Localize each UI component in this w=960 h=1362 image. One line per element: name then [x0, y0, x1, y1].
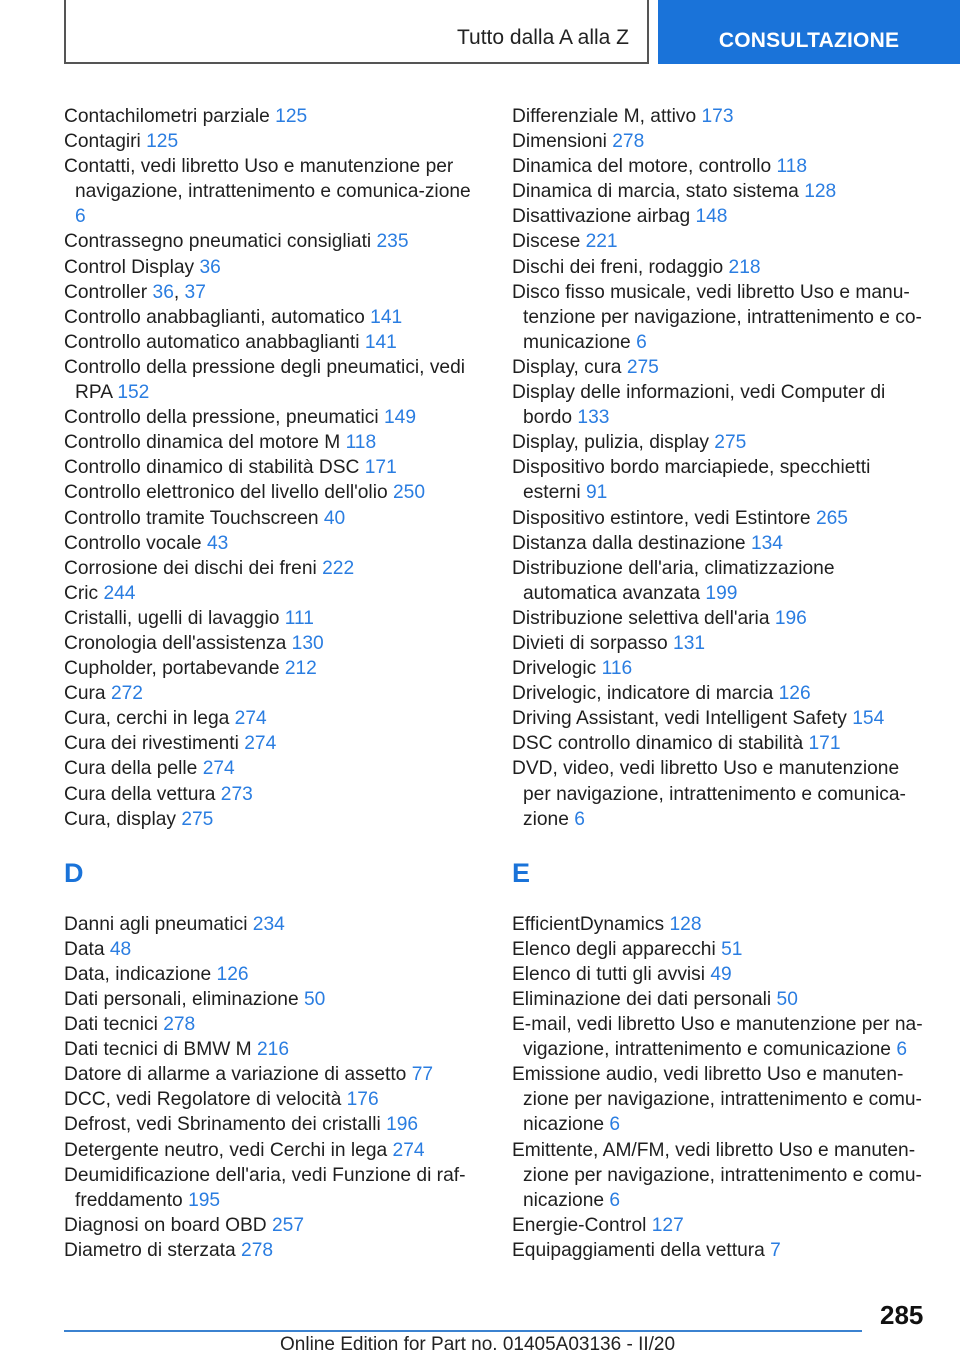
- page-link[interactable]: 77: [411, 1064, 434, 1086]
- index-term: Contatti, vedi libretto Uso e manutenzione per navigazione, intrattenimento e comunica-zione: [64, 156, 471, 203]
- page-link[interactable]: 6: [636, 331, 647, 353]
- index-entry: [64, 756, 484, 781]
- page-link[interactable]: 50: [776, 989, 798, 1010]
- page-link[interactable]: 6: [609, 1114, 621, 1136]
- index-term: Disco fisso musicale, vedi libretto Uso e manu-tenzione per navigazione, intrattenimento e co-municazione: [512, 281, 922, 353]
- index-term: Contagiri: [64, 131, 141, 153]
- index-entry: [64, 355, 484, 405]
- page-link[interactable]: 235: [376, 231, 409, 253]
- footer-divider: [64, 1330, 862, 1332]
- page-link[interactable]: 257: [272, 1214, 305, 1236]
- index-entry: [64, 631, 484, 656]
- index-term: Distribuzione selettiva dell'aria: [512, 607, 770, 629]
- index-term: Contachilometri parziale: [64, 106, 270, 127]
- page-link[interactable]: 196: [386, 1114, 419, 1136]
- index-term: Controllo della pressione, pneumatici: [64, 407, 379, 429]
- index-entry: [512, 962, 932, 987]
- index-entry: [64, 506, 484, 531]
- page-link[interactable]: 111: [284, 607, 314, 629]
- index-entry: [512, 706, 932, 731]
- index-term: Controllo automatico anabbaglianti: [64, 331, 360, 353]
- page-link[interactable]: 141: [370, 306, 403, 328]
- index-entry: [512, 656, 932, 681]
- index-term: Cura della pelle: [64, 758, 198, 780]
- index-entry: [512, 506, 932, 531]
- index-term: Controllo elettronico del livello dell'olio: [64, 482, 388, 504]
- page-link[interactable]: 51: [721, 938, 743, 960]
- page-link[interactable]: 195: [188, 1189, 221, 1211]
- page-link[interactable]: 272: [110, 683, 143, 705]
- section-title: Tutto dalla A alla Z: [457, 26, 629, 49]
- index-term: Cronologia dell'assistenza: [64, 632, 287, 654]
- index-term: Controller: [64, 281, 148, 303]
- index-term: Data: [64, 938, 105, 960]
- index-term: Distribuzione dell'aria, climatizzazione automatica avanzata: [512, 557, 835, 604]
- index-entry: [64, 104, 484, 129]
- page-link[interactable]: 176: [346, 1089, 379, 1111]
- page-link[interactable]: 125: [275, 106, 308, 127]
- index-term: Dati personali, eliminazione: [64, 989, 299, 1010]
- index-term: Defrost, vedi Sbrinamento dei cristalli: [64, 1114, 381, 1136]
- page-link[interactable]: 199: [705, 582, 738, 604]
- index-entry: [512, 129, 932, 154]
- page-link[interactable]: 118: [776, 156, 808, 178]
- index-entry: [64, 154, 484, 229]
- page-link[interactable]: 275: [181, 808, 214, 830]
- page-link[interactable]: 149: [383, 407, 416, 429]
- page-link[interactable]: 273: [220, 783, 253, 805]
- index-entry: [512, 255, 932, 280]
- index-entry: [64, 430, 484, 455]
- index-term: Data, indicazione: [64, 963, 212, 985]
- page-link[interactable]: 234: [252, 913, 285, 935]
- page-link[interactable]: 216: [256, 1039, 289, 1061]
- page-link[interactable]: 278: [241, 1239, 274, 1261]
- page-link[interactable]: 43: [206, 532, 229, 554]
- index-entry: [512, 1062, 932, 1137]
- index-entry: [64, 1138, 484, 1163]
- index-entry: [64, 1112, 484, 1137]
- index-term: Cura della vettura: [64, 783, 216, 805]
- page-link[interactable]: 218: [728, 256, 761, 278]
- page-link[interactable]: 278: [163, 1014, 196, 1036]
- page-link[interactable]: 244: [103, 582, 136, 604]
- index-term: Cura: [64, 683, 106, 705]
- index-letter-heading: E: [512, 857, 531, 888]
- index-entry: [512, 104, 932, 129]
- index-entry: [64, 581, 484, 606]
- index-entry: [512, 631, 932, 656]
- page-link[interactable]: 148: [695, 206, 728, 228]
- index-entry: [64, 129, 484, 154]
- index-term: Dischi dei freni, rodaggio: [512, 256, 724, 278]
- page-link[interactable]: 91: [585, 482, 608, 504]
- index-term: Corrosione dei dischi dei freni: [64, 557, 317, 579]
- index-entry: [512, 1238, 932, 1263]
- index-entry: [64, 1238, 484, 1263]
- index-term: Cupholder, portabevande: [64, 658, 280, 680]
- index-term: Controllo della pressione degli pneumatici, vedi RPA: [64, 356, 466, 404]
- index-term: Controllo tramite Touchscreen: [64, 507, 319, 529]
- index-entry: [64, 455, 484, 480]
- index-term: Display, cura: [512, 356, 622, 378]
- index-entry: [512, 380, 932, 430]
- page-link[interactable]: 274: [244, 733, 277, 755]
- page-link[interactable]: 6: [75, 206, 86, 228]
- index-term: Elenco degli apparecchi: [512, 938, 716, 960]
- index-term: Dinamica di marcia, stato sistema: [512, 181, 799, 203]
- index-entry: [64, 962, 484, 987]
- index-entry: Controller 36, 37: [64, 281, 206, 303]
- index-entry: [64, 1213, 484, 1238]
- index-entry: [64, 987, 484, 1012]
- index-entry: [512, 937, 932, 962]
- page-link[interactable]: 173: [701, 106, 734, 127]
- tab-consultazione[interactable]: CONSULTAZIONE: [658, 0, 960, 64]
- index-entry: [64, 1037, 484, 1062]
- index-entry: [512, 154, 932, 179]
- index-entry: [64, 706, 484, 731]
- page-link[interactable]: 274: [202, 758, 235, 780]
- page-link[interactable]: 36: [152, 281, 174, 303]
- index-term: Dati tecnici: [64, 1014, 158, 1036]
- page-link[interactable]: 265: [815, 507, 848, 529]
- index-term: Discese: [512, 231, 581, 253]
- index-entry: [512, 1213, 932, 1238]
- index-entry: [512, 606, 932, 631]
- index-entry: [64, 330, 484, 355]
- index-entry: [512, 430, 932, 455]
- page-link[interactable]: 118: [345, 432, 377, 454]
- index-term: Diametro di sterzata: [64, 1239, 236, 1261]
- index-term: EfficientDynamics: [512, 913, 665, 935]
- index-entry: [512, 556, 932, 606]
- index-term: Eliminazione dei dati personali: [512, 989, 772, 1010]
- index-entry: [64, 480, 484, 505]
- index-entry: [64, 255, 484, 280]
- page-link[interactable]: 222: [322, 557, 355, 579]
- index-term: Display, pulizia, display: [512, 432, 709, 454]
- page-link[interactable]: 133: [577, 407, 610, 429]
- page-link[interactable]: 36: [199, 256, 221, 278]
- index-term: Drivelogic: [512, 658, 597, 680]
- index-entry: [64, 731, 484, 756]
- index-entry: [512, 1138, 932, 1213]
- index-entry: [512, 280, 932, 355]
- index-term: Controllo dinamica del motore M: [64, 432, 341, 454]
- page-link[interactable]: 250: [392, 482, 425, 504]
- index-entry: [512, 355, 932, 380]
- index-entry: [64, 807, 484, 832]
- page-link[interactable]: 141: [364, 331, 397, 353]
- index-column-right: [512, 104, 932, 1263]
- index-term: Dispositivo bordo marciapiede, specchietti esterni: [512, 457, 871, 504]
- page-link[interactable]: 116: [601, 658, 633, 680]
- index-entry: [512, 179, 932, 204]
- index-entry: [64, 229, 484, 254]
- page-link[interactable]: 154: [852, 708, 885, 730]
- page-link[interactable]: 37: [184, 281, 206, 303]
- page-link[interactable]: 278: [612, 131, 645, 153]
- index-term: Emittente, AM/FM, vedi libretto Uso e manuten-zione per navigazione, intrattenimento e comu-nicazione: [512, 1139, 922, 1211]
- index-term: Divieti di sorpasso: [512, 632, 668, 654]
- page-link[interactable]: 7: [770, 1239, 781, 1261]
- index-term: Cric: [64, 582, 99, 604]
- page-link[interactable]: 126: [216, 963, 249, 985]
- index-term: Controllo vocale: [64, 532, 202, 554]
- index-entry: [64, 681, 484, 706]
- page-link[interactable]: 130: [291, 632, 324, 654]
- index-term: Control Display: [64, 256, 195, 278]
- index-entry: [64, 937, 484, 962]
- page-link[interactable]: 274: [234, 708, 267, 730]
- index-entry: [64, 1012, 484, 1037]
- index-term: Differenziale M, attivo: [512, 106, 697, 127]
- index-term: Cristalli, ugelli di lavaggio: [64, 607, 280, 629]
- page-link[interactable]: 128: [669, 913, 702, 935]
- page-link[interactable]: 152: [117, 382, 150, 404]
- index-entry: [64, 405, 484, 430]
- index-entry: [64, 1163, 484, 1213]
- page-link[interactable]: 6: [574, 808, 585, 830]
- index-term: E-mail, vedi libretto Uso e manutenzione per na-vigazione, intrattenimento e comunicazione: [512, 1014, 923, 1061]
- index-term: Equipaggiamenti della vettura: [512, 1239, 765, 1261]
- page-link[interactable]: 40: [323, 507, 346, 529]
- page-link[interactable]: 128: [804, 181, 837, 203]
- index-letter-heading: D: [64, 857, 84, 888]
- page-link[interactable]: 6: [896, 1039, 907, 1061]
- page-link[interactable]: 131: [673, 632, 706, 654]
- index-entry: [512, 987, 932, 1012]
- page-link[interactable]: 48: [109, 938, 132, 960]
- page-link[interactable]: 196: [774, 607, 807, 629]
- index-term: DSC controllo dinamico di stabilità: [512, 733, 804, 755]
- page-link[interactable]: 274: [392, 1139, 425, 1161]
- index-term: Deumidificazione dell'aria, vedi Funzione di raf-freddamento: [64, 1164, 466, 1211]
- page-link[interactable]: 171: [364, 457, 397, 479]
- index-entry: [64, 912, 484, 937]
- page-link[interactable]: 125: [146, 131, 179, 153]
- index-term: Datore di allarme a variazione di assetto: [64, 1064, 407, 1086]
- page-link[interactable]: 49: [710, 963, 732, 985]
- index-entry: [512, 204, 932, 229]
- index-term: Contrassegno pneumatici consigliati: [64, 231, 372, 253]
- index-entry: [64, 531, 484, 556]
- index-term: Danni agli pneumatici: [64, 913, 248, 935]
- index-term: DCC, vedi Regolatore di velocità: [64, 1089, 342, 1111]
- header-section-box: [64, 0, 649, 64]
- index-entry: [512, 731, 932, 756]
- index-term: Disattivazione airbag: [512, 206, 691, 228]
- index-entry: [512, 455, 932, 505]
- index-term: Elenco di tutti gli avvisi: [512, 963, 706, 985]
- index-term: Emissione audio, vedi libretto Uso e manuten-zione per navigazione, intrattenimento e comu-nicazione: [512, 1064, 922, 1136]
- index-term: Controllo dinamico di stabilità DSC: [64, 457, 360, 479]
- index-entry: [64, 305, 484, 330]
- page-link[interactable]: 275: [714, 432, 747, 454]
- index-term: Display delle informazioni, vedi Computer di bordo: [512, 382, 886, 429]
- footer-edition-text: Online Edition for Part no. 01405A03136 - II/20: [280, 1334, 676, 1355]
- index-term: Distanza dalla destinazione: [512, 532, 746, 554]
- index-term: Cura, display: [64, 808, 176, 830]
- page-link[interactable]: 171: [808, 733, 841, 755]
- page-link[interactable]: 127: [651, 1214, 684, 1236]
- page-number: 285: [880, 1300, 924, 1330]
- index-term: Cura, cerchi in lega: [64, 708, 230, 730]
- page-link[interactable]: 212: [284, 658, 317, 680]
- index-entry: [64, 606, 484, 631]
- page-link[interactable]: 221: [585, 231, 618, 253]
- index-term: Detergente neutro, vedi Cerchi in lega: [64, 1139, 388, 1161]
- index-entry: [512, 229, 932, 254]
- page-link[interactable]: 6: [609, 1189, 621, 1211]
- index-entry: [64, 556, 484, 581]
- index-term: Dinamica del motore, controllo: [512, 156, 772, 178]
- index-entry: [64, 1087, 484, 1112]
- index-term: Dimensioni: [512, 131, 607, 153]
- index-entry: [512, 681, 932, 706]
- page-link[interactable]: 126: [778, 683, 811, 705]
- index-entry: [512, 756, 932, 831]
- index-term: Dispositivo estintore, vedi Estintore: [512, 507, 811, 529]
- index-term: Cura dei rivestimenti: [64, 733, 239, 755]
- index-term: Drivelogic, indicatore di marcia: [512, 683, 774, 705]
- index-entry: [512, 531, 932, 556]
- page-link[interactable]: 50: [303, 989, 326, 1010]
- index-entry: [64, 782, 484, 807]
- index-term: Energie-Control: [512, 1214, 647, 1236]
- index-term: Dati tecnici di BMW M: [64, 1039, 252, 1061]
- page-link[interactable]: 134: [750, 532, 783, 554]
- page-link[interactable]: 275: [626, 356, 659, 378]
- index-term: Driving Assistant, vedi Intelligent Safety: [512, 708, 847, 730]
- index-term: Diagnosi on board OBD: [64, 1214, 267, 1236]
- index-entry: [64, 1062, 484, 1087]
- index-term: Controllo anabbaglianti, automatico: [64, 306, 365, 328]
- index-column-left: [64, 104, 484, 1263]
- index-entry: [64, 656, 484, 681]
- index-entry: [512, 912, 932, 937]
- index-term: DVD, video, vedi libretto Uso e manutenzione per navigazione, intrattenimento e comunica-zione: [512, 758, 906, 830]
- index-entry: [512, 1012, 932, 1062]
